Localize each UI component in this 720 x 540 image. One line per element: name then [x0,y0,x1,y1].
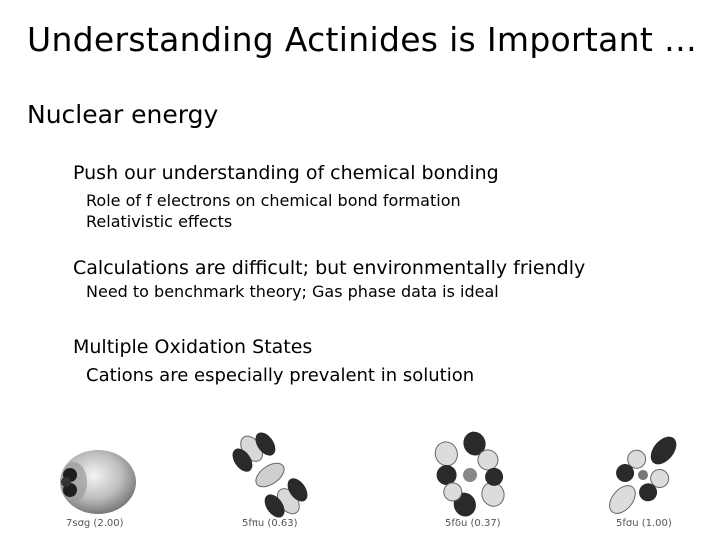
orbital-5f-sigma-image [598,425,688,520]
orbital-5f-pi-label: 5fπu (0.63) [242,518,298,529]
orbital-5f-sigma-label: 5fσu (1.00) [616,518,672,529]
orbital-5f-delta-label: 5fδu (0.37) [445,518,501,529]
sub-bullet-relativistic: Relativistic effects [86,212,233,231]
bullet-calculations: Calculations are difficult; but environmentally friendly [73,257,586,279]
orbital-5f-pi-image [220,425,320,520]
sub-bullet-cations: Cations are especially prevalent in solution [86,365,475,386]
heading-nuclear-energy: Nuclear energy [27,100,219,129]
bullet-chemical-bonding: Push our understanding of chemical bonding [73,162,499,184]
sub-bullet-benchmark: Need to benchmark theory; Gas phase data is ideal [86,282,499,301]
bullet-oxidation-states: Multiple Oxidation States [73,336,313,358]
orbital-7s-sigma-image [48,425,138,520]
orbital-7s-sigma-label: 7sσg (2.00) [66,518,124,529]
slide-title: Understanding Actinides is Important … [27,20,698,59]
orbital-5f-delta-image [420,425,520,520]
sub-bullet-f-electrons: Role of f electrons on chemical bond formation [86,191,461,210]
